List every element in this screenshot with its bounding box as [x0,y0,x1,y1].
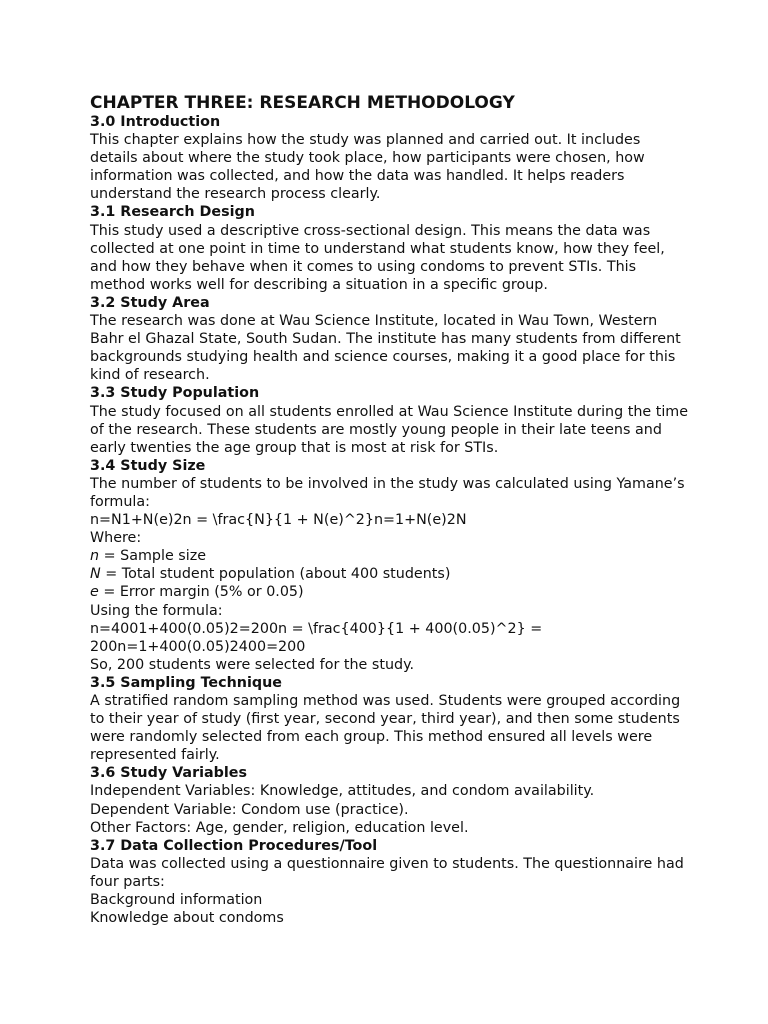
variable-description: = Sample size [99,548,207,565]
study-size-paragraph: The number of students to be involved in the study was calculated using Yamane’s formula: [90,475,685,510]
introduction-paragraph: This chapter explains how the study was planned and carried out. It includes details about where the study took place, how participants were chosen, how information was collected, and how the data was handled. It helps readers understand the research process clearly. [90,132,645,203]
questionnaire-part: Knowledge about condoms [90,910,284,927]
section-heading-study-area: 3.2 Study Area [90,294,210,311]
using-formula-label: Using the formula: [90,602,223,619]
section-heading-introduction: 3.0 Introduction [90,114,221,130]
research-design-paragraph: This study used a descriptive cross-sectional design. This means the data was collected at one point in time to understand what students know, how they feel, and how they behave when it comes to using condoms to prevent STIs. This method works well for describing a situation in a specific group. [90,222,665,293]
variable-definition-N [90,565,690,583]
calculation-line-1: n=4001+400(0.05)2=200n = \frac{400}{1 + 400(0.05)^2} = [90,620,543,637]
variable-symbol: n [90,548,100,565]
where-label: Where: [90,530,142,547]
variable-description: = Total student population (about 400 students) [100,566,451,583]
chapter-title: CHAPTER THREE: RESEARCH METHODOLOGY [90,93,515,113]
variable-definition-e [90,583,690,601]
document-page [90,93,690,927]
section-heading-research-design: 3.1 Research Design [90,204,255,221]
section-heading-study-variables: 3.6 Study Variables [90,765,248,782]
section-heading-study-size: 3.4 Study Size [90,457,206,474]
independent-variables-line: Independent Variables: Knowledge, attitudes, and condom availability. [90,783,595,800]
variable-symbol: N [90,566,101,583]
variable-definition-n [90,547,690,565]
section-heading-sampling-technique: 3.5 Sampling Technique [90,674,282,691]
calculation-line-2: 200n=1+400(0.05)2400=200 [90,638,306,655]
section-heading-study-population: 3.3 Study Population [90,385,260,402]
data-collection-paragraph: Data was collected using a questionnaire given to students. The questionnaire had four parts: [90,855,684,890]
yamane-formula: n=N1+N(e)2n = \frac{N}{1 + N(e)^2}n=1+N(e)2N [90,512,467,529]
study-population-paragraph: The study focused on all students enrolled at Wau Science Institute during the time of the research. These students are mostly young people in their late teens and early twenties the age group that is most at risk for STIs. [90,403,689,456]
questionnaire-part: Background information [90,892,263,909]
sample-size-conclusion: So, 200 students were selected for the study. [90,656,415,673]
variable-description: = Error margin (5% or 0.05) [98,584,304,601]
variable-symbol: e [90,584,99,601]
sampling-technique-paragraph: A stratified random sampling method was used. Students were grouped according to their year of study (first year, second year, third year), and then some students were randomly selected from each group. This method ensured all levels were represented fairly. [90,693,681,764]
study-area-paragraph: The research was done at Wau Science Institute, located in Wau Town, Western Bahr el Ghazal State, South Sudan. The institute has many students from different backgrounds studying health and science courses, making it a good place for this kind of research. [90,313,681,384]
section-heading-data-collection: 3.7 Data Collection Procedures/Tool [90,837,378,854]
dependent-variable-line: Dependent Variable: Condom use (practice). [90,801,409,818]
other-factors-line: Other Factors: Age, gender, religion, education level. [90,819,469,836]
